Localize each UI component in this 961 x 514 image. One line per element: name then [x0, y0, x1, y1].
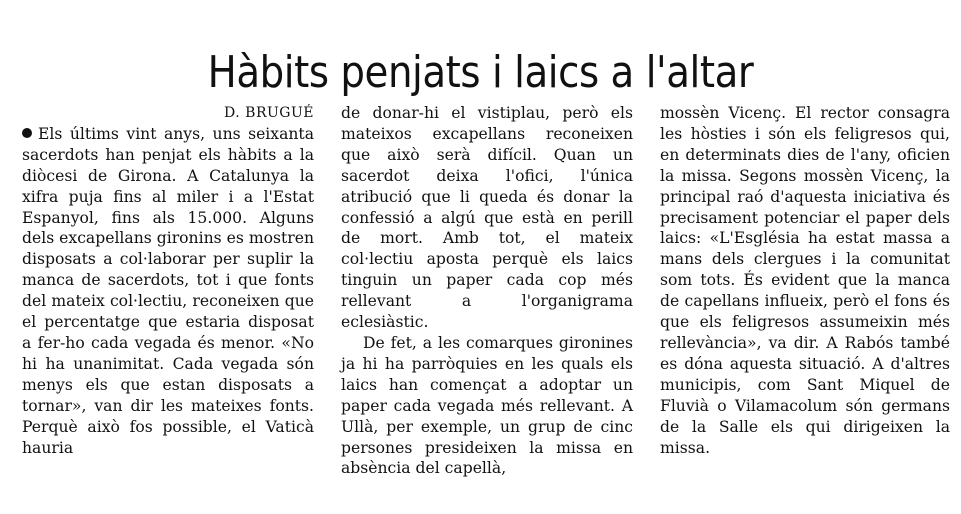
paragraph-4: mossèn Vicenç. El rector consagra les hòsties i són els feligresos qui, en determinats dies de l'any, oficien la missa. Segons mossèn Vicenç, la principal raó d'aquesta iniciativa és precisament potenciar el paper dels laics: «L'Església ha estat massa a mans dels clergues i la comunitat som tots. És evident que la manca de capellans influeix, però el fons és que els feligresos assumeixin més rellevància», va dir. A Rabós també es dóna aquesta situació. A d'altres municipis, com Sant Miquel de Fluvià o Vilamacolum són germans de la Salle els qui dirigeixen la missa.	[660, 104, 950, 457]
byline: D. BRUGUÉ	[224, 105, 314, 121]
article-column-3	[660, 103, 950, 458]
paragraph-1	[22, 124, 314, 459]
headline: Hàbits penjats i laics a l'altar	[207, 47, 754, 99]
bullet-icon	[22, 128, 32, 138]
article-column-2	[341, 103, 633, 479]
article-column-1	[22, 103, 314, 458]
paragraph-3: De fet, a les comarques gironines ja hi ha parròquies en les quals els laics han començat a adoptar un paper cada vegada més rellevant. A Ullà, per exemple, un grup de cinc persones presideixen la missa en absència del capellà,	[341, 333, 633, 478]
paragraph-2: de donar-hi el vistiplau, però els mateixos excapellans reconeixen que això serà difícil. Quan un sacerdot deixa l'ofici, l'única atribució que li queda és donar la confessió a algú que està en perill de mort. Amb tot, el mateix col·lectiu aposta perquè els laics tinguin un paper cada cop més rellevant a l'organigrama eclesiàstic.	[341, 104, 633, 332]
paragraph-1-text: Els últims vint anys, uns seixanta sacerdots han penjat els hàbits a la diòcesi de Girona. A Catalunya la xifra puja fins al miler i a l'Estat Espanyol, fins als 15.000. Alguns dels excapellans gironins es mostren disposats a col·laborar per suplir la manca de sacerdots, tot i que fonts del mateix col·lectiu, reconeixen que el percentatge que estaria disposat a fer-ho cada vegada és menor. «No hi ha unanimitat. Cada vegada són menys els que estan disposats a tornar», van dir les mateixes fonts. Perquè això fos possible, el Vaticà hauria	[22, 124, 314, 457]
